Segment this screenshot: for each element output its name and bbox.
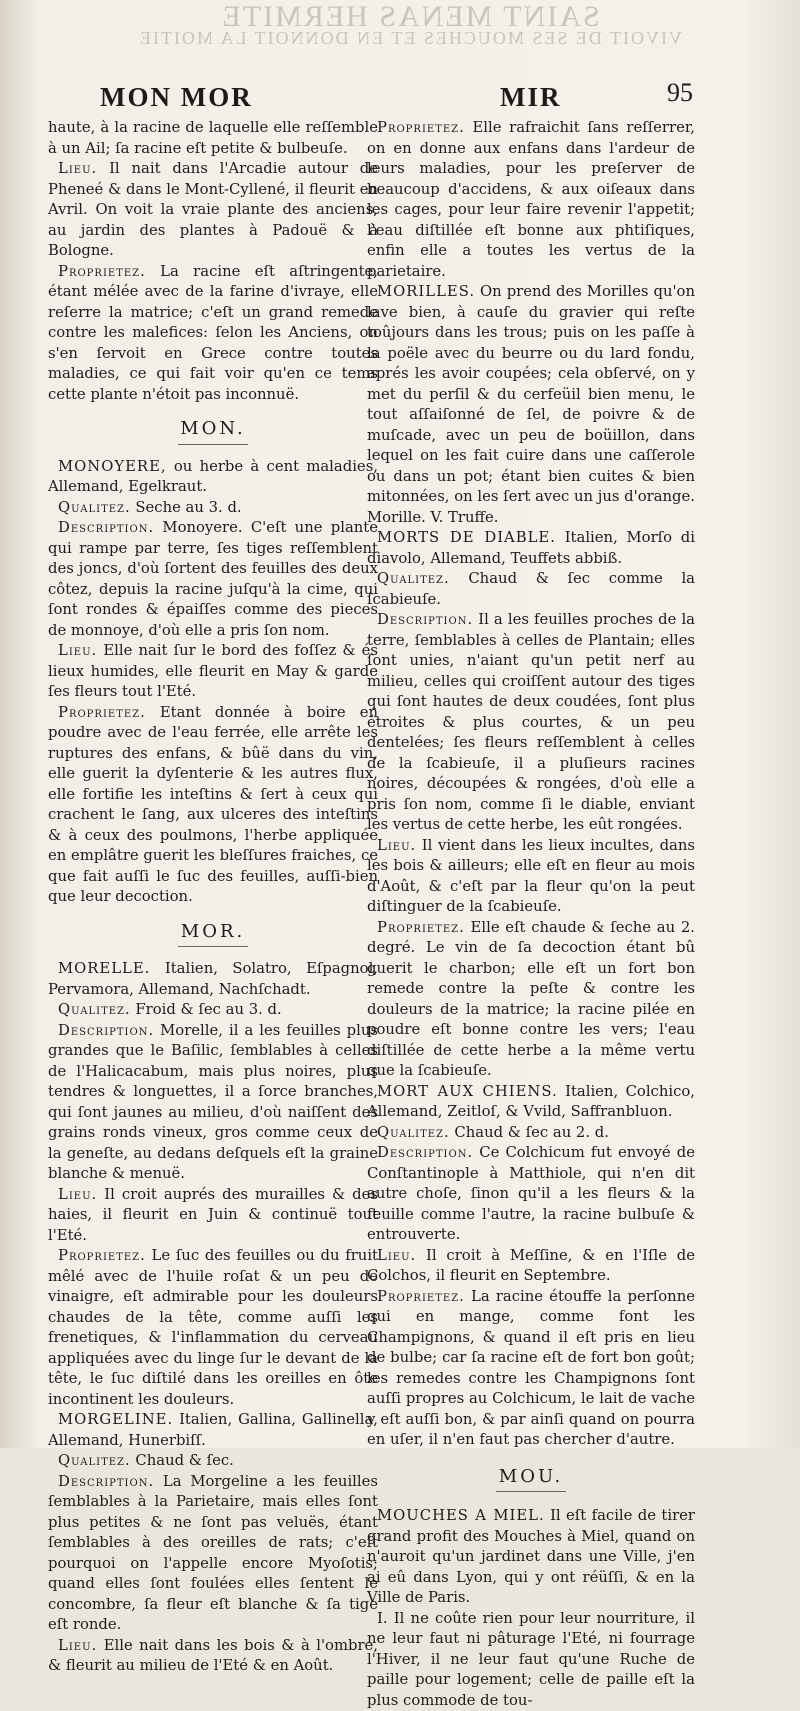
paragraph-text: Elle nait ſur le bord des foſſez & és lieux humides, elle fleurit en May & garde ſes fleurs tout l'Eté. — [48, 642, 378, 700]
paragraph-text: Elle rafraichit ſans reſſerrer, on en donne aux enfans dans l'ardeur de leurs maladies, pour les preſerver de beaucoup d'accidens, & aux oiſeaux dans les cages, pour leur faire revenir l'appetit; l'eau diſtillée eſt bonne aux phtiſiques, enfin elle a toutes les vertus de la parietaire. — [367, 119, 695, 280]
paragraph-text: Italien, Solatro, Eſpagnol, Pervamora, Allemand, Nachſchadt. — [48, 960, 378, 998]
paragraph-text: Italien, Morſo di diavolo, Allemand, Teuffets abbiß. — [367, 529, 695, 567]
paragraph — [367, 1123, 695, 1144]
paragraph-text: Il a les feuilles proches de la terre, ſemblables à celles de Plantain; elles ſont unies, n'aiant qu'un petit nerf au milieu, celles qui croiſſent autour des tiges qui ſont hautes de deux coudées, ſont plus étroites & plus courtes, & un peu dentelées; ſes fleurs reſſemblent à celles de la ſcabieuſe, il a pluſieurs racines noires, découpées & rongées, d'où elle a pris ſon nom, comme ſi le diable, enviant les vertus de cette herbe, les eût rongées. — [367, 611, 695, 833]
paragraph-text: Etant donnée à boire en poudre avec de l'eau ferrée, elle arrête les ruptures des enfans, & bûë dans du vin, elle guerit la dyſenterie & les autres flux, elle fortifie les inteſtins & ſert à ceux qui crachent le ſang, aux ulceres des inteſtins & à ceux des poulmons, l'herbe appliquée en emplâtre guerit les bleſſures fraiches, ce que fait auſſi le ſuc des feuilles, auſſi-bien que leur decoction. — [48, 704, 378, 906]
entry-label: MOUCHES A MIEL. — [377, 1507, 545, 1524]
entry-label: Lieu. — [377, 1247, 416, 1264]
paragraph — [48, 1246, 378, 1410]
paragraph — [48, 1410, 378, 1451]
paragraph-text: Froid & ſec au 3. d. — [131, 1001, 282, 1018]
paragraph-text: Il vient dans les lieux incultes, dans les bois & ailleurs; elle eſt en fleur au mois d'Août, & c'eſt par la fleur qu'on la peut diſtinguer de la ſcabieuſe. — [367, 837, 695, 916]
paragraph-text: Il eſt facile de tirer grand profit des Mouches à Miel, quand on n'auroit qu'un jardinet dans une Ville, j'en ai eû dans Lyon, qui y ont réüſſi, & en la Ville de Paris. — [367, 1507, 695, 1606]
entry-label: Proprietez. — [58, 704, 146, 721]
paragraph — [367, 1143, 695, 1246]
entry-label: MORGELINE. — [58, 1411, 173, 1428]
paragraph-text: La racine étouffe la perſonne qui en mange, comme font les Champignons, & quand il eſt pris en lieu de bulbe; car ſa racine eſt de fort bon goût; les remedes contre les Champignons ſont auſſi propres au Colchicum, le lait de vache y eſt auſſi bon, & par ainſi quand on pourra en uſer, il n'en faut pas chercher d'autre. — [367, 1288, 695, 1449]
paragraph — [48, 1472, 378, 1636]
paragraph-text: Le ſuc des feuilles ou du fruit mêlé avec de l'huile roſat & un peu de vinaigre, eſt admirable pour les douleurs chaudes de la tête, comme auſſi les frenetiques, & l'inflammation du cerveau appliquées avec du linge ſur le devant de la tête, le ſuc diſtilé dans les oreilles en ôte incontinent les douleurs. — [48, 1247, 378, 1408]
paragraph — [48, 1000, 378, 1021]
header-left-guide: MON MOR — [100, 82, 253, 113]
paragraph-text: Il croit à Meſſine, & en l'Iſle de Colchos, il fleurit en Septembre. — [367, 1247, 695, 1285]
section-heading: MOR. — [48, 922, 378, 948]
entry-label: Qualitez. — [377, 1124, 450, 1141]
entry-label: MORILLES. — [377, 283, 475, 300]
entry-label: Proprietez. — [58, 1247, 146, 1264]
paragraph — [48, 1636, 378, 1677]
paragraph-text: La Morgeline a les feuilles ſemblables à la Parietaire, mais elles ſont plus petites & ne ſont pas veluës, étant ſemblables à des oreilles de rats; c'eſt pourquoi on l'appelle encore Myoſotis; quand elles ſont foulées elles ſentent le concombre, ſa fleur eſt blanche & ſa tige eſt ronde. — [48, 1473, 378, 1634]
paragraph — [48, 518, 378, 641]
bleed-through-text: SAINT MENAS HERMITE VIVOIT DE SES MOUCHES ET EN DONNOIT LA MOITIE — [120, 0, 700, 60]
right-column — [367, 118, 695, 1711]
paragraph — [367, 1082, 695, 1123]
section-heading: MOU. — [367, 1467, 695, 1493]
paragraph — [367, 1287, 695, 1451]
paragraph-text: Ce Colchicum fut envoyé de Conſtantinople à Matthiole, qui n'en dit autre choſe, ſinon qu'il a les fleurs & la feuille comme l'autre, la racine bulbuſe & entrouverte. — [367, 1144, 695, 1243]
paragraph — [367, 836, 695, 918]
paragraph — [48, 159, 378, 262]
paragraph-text: Elle eſt chaude & ſeche au 2. degré. Le vin de ſa decoction étant bû guerit le charbon; elle eſt un fort bon remede contre la peſte & contre les douleurs de la matrice; la racine pilée en poudre eſt bonne contre les vers; l'eau diſtillée de cette herbe a la même vertu que la ſcabieuſe. — [367, 919, 695, 1080]
left-column — [48, 118, 378, 1677]
entry-label: Lieu. — [377, 837, 416, 854]
paragraph — [48, 118, 378, 159]
paragraph — [367, 610, 695, 836]
entry-label: MORELLE. — [58, 960, 150, 977]
paragraph-text: Elle nait dans les bois & à l'ombre, & fleurit au milieu de l'Eté & en Août. — [48, 1637, 378, 1675]
entry-label: MONOYERE, — [58, 458, 167, 475]
entry-label: Lieu. — [58, 160, 97, 177]
entry-label: Proprietez. — [377, 1288, 465, 1305]
paragraph-text: Chaud & ſec comme la ſcabieuſe. — [367, 570, 695, 608]
entry-label: MORTS DE DIABLE. — [377, 529, 556, 546]
paragraph — [48, 1185, 378, 1247]
entry-label: MORT AUX CHIENS. — [377, 1083, 558, 1100]
paragraph-text: Morelle, il a les feuilles plus grandes que le Baſilic, ſemblables à celles de l'Halicacabum, mais plus noires, plus tendres & longuettes, il a ſorce branches, qui ſont jaunes au milieu, d'où naiſſent des grains ronds vineux, gros comme ceux de la geneſte, au dedans deſquels eſt la graine blanche & menuë. — [48, 1022, 378, 1183]
paragraph-text: La racine eſt aſtringente, étant mélée avec de la farine d'ivraye, elle reſerre la matrice; c'eſt un grand remede contre les malefices: ſelon les Anciens, on s'en ſervoit en Grece contre toutes maladies, ce qui fait voir qu'en ce tems cette plante n'étoit pas inconnuë. — [48, 263, 378, 403]
paragraph — [367, 569, 695, 610]
paragraph — [48, 641, 378, 703]
paragraph — [48, 1021, 378, 1185]
paragraph-text: I. Il ne coûte rien pour leur nourriture, il ne leur faut ni pâturage l'Eté, ni fourrage l'Hiver, il ne leur faut qu'une Ruche de paille pour logement; celle de paille eſt la plus commode de tou- — [367, 1610, 695, 1709]
paragraph — [367, 918, 695, 1082]
paragraph-text: Italien, Gallina, Gallinella, Allemand, Hunerbiſſ. — [48, 1411, 378, 1449]
paragraph-text: ou herbe à cent maladies, Allemand, Egelkraut. — [48, 458, 378, 496]
entry-label: Lieu. — [58, 642, 97, 659]
entry-label: Description. — [58, 1473, 154, 1490]
running-header — [0, 78, 800, 118]
paragraph — [48, 457, 378, 498]
entry-label: Qualitez. — [377, 570, 450, 587]
paragraph — [367, 118, 695, 282]
paragraph-text: Chaud & ſec au 2. d. — [450, 1124, 609, 1141]
paragraph-text: Seche au 3. d. — [131, 499, 242, 516]
paragraph — [48, 262, 378, 406]
paragraph — [367, 528, 695, 569]
paragraph — [48, 1451, 378, 1472]
entry-label: Qualitez. — [58, 1001, 131, 1018]
entry-label: Qualitez. — [58, 1452, 131, 1469]
paragraph-text: Il nait dans l'Arcadie autour de Pheneé & dans le Mont-Cyllené, il fleurit en Avril. On voit la vraie plante des anciens, au jardin des plantes à Padouë & à Bologne. — [48, 160, 378, 259]
entry-label: Lieu. — [58, 1186, 97, 1203]
paragraph — [48, 703, 378, 908]
paragraph-text: Il croit auprés des murailles & des haies, il fleurit en Juin & continuë tout l'Eté. — [48, 1186, 378, 1244]
paragraph — [367, 1246, 695, 1287]
paragraph — [367, 1609, 695, 1711]
entry-label: Proprietez. — [377, 919, 465, 936]
paragraph — [367, 1506, 695, 1609]
paragraph — [48, 959, 378, 1000]
entry-label: Description. — [58, 519, 154, 536]
paragraph-text: Chaud & ſec. — [131, 1452, 234, 1469]
entry-label: Proprietez. — [58, 263, 146, 280]
paragraph-text: Monoyere. C'eſt une plante qui rampe par terre, ſes tiges reſſemblent des joncs, d'où ſortent des feuilles des deux côtez, depuis la racine juſqu'à la cime, qui ſont rondes & épaiſſes comme des pieces de monnoye, d'où elle a pris ſon nom. — [48, 519, 378, 639]
paragraph-text: On prend des Morilles qu'on lave bien, à cauſe du gravier qui reſte toûjours dans les trous; puis on les paſſe à la poële avec du beurre ou du lard fondu, aprés les avoir coupées; cela obſervé, on y met du perſil & du cerfeüil bien menu, le tout aſſaiſonné de ſel, de poivre & de muſcade, avec un peu de boüillon, dans lequel on les fait cuire dans une caſſerole ou dans un pot; étant bien cuites & bien mitonnées, on les ſert avec un jus d'orange. Morille. V. Truffe. — [367, 283, 695, 526]
paragraph-text: haute, à la racine de laquelle elle reſſemble à un Ail; ſa racine eſt petite & bulbeuſe. — [48, 119, 378, 157]
entry-label: Description. — [58, 1022, 154, 1039]
entry-label: Lieu. — [58, 1637, 97, 1654]
entry-label: Description. — [377, 1144, 473, 1161]
entry-label: Qualitez. — [58, 499, 131, 516]
header-right-guide: MIR — [500, 82, 562, 113]
page-number: 95 — [667, 78, 693, 108]
entry-label: Description. — [377, 611, 473, 628]
section-heading: MON. — [48, 419, 378, 445]
paragraph — [48, 498, 378, 519]
paragraph — [367, 282, 695, 528]
paragraph-text: Italien, Colchico, Allemand, Zeitloſ, & Vvild, Saffranbluon. — [367, 1083, 695, 1121]
entry-label: Proprietez. — [377, 119, 465, 136]
